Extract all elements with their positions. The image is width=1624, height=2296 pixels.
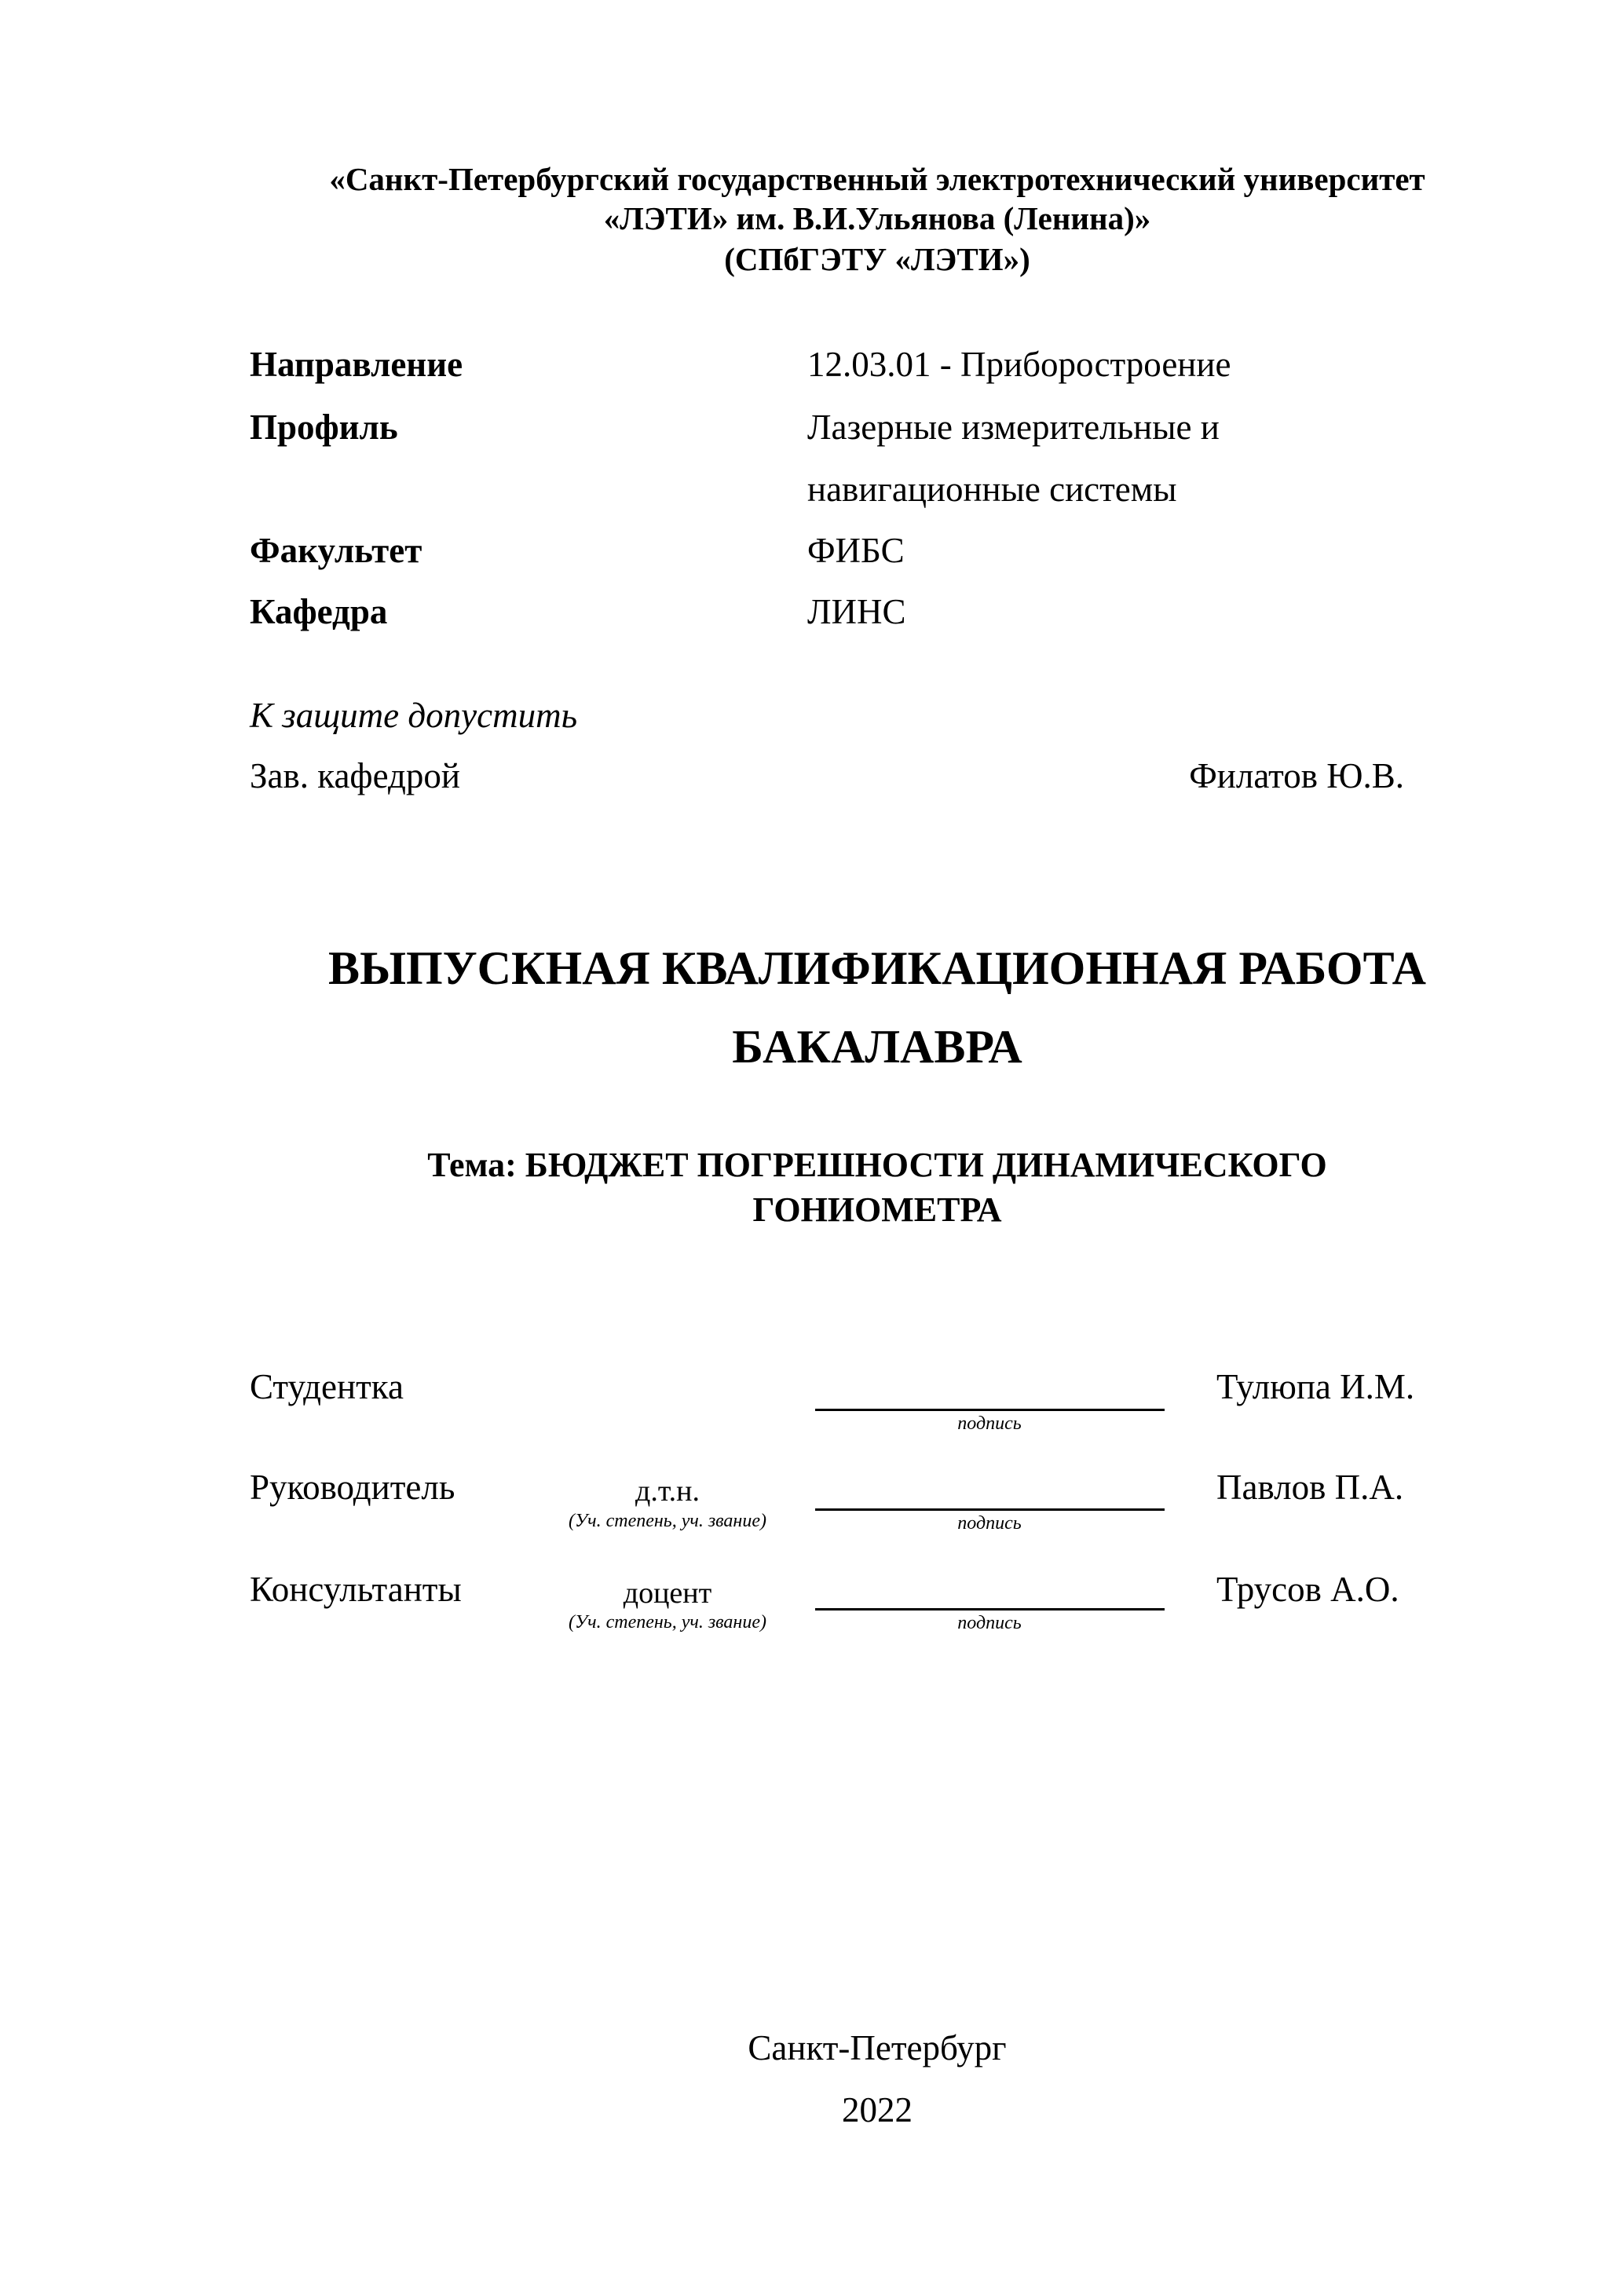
approval-note: К защите допустить: [250, 696, 578, 735]
theme-line-1: Тема: БЮДЖЕТ ПОГРЕШНОСТИ ДИНАМИЧЕСКОГО: [427, 1146, 1327, 1184]
theme-line-2: ГОНИОМЕТРА: [752, 1190, 1002, 1229]
degree-hint: (Уч. степень, уч. звание): [569, 1511, 766, 1531]
header-line-1: «Санкт-Петербургский государственный электротехнический университет: [329, 161, 1425, 197]
footer-year: 2022: [842, 2090, 913, 2130]
role-supervisor: Руководитель: [250, 1468, 455, 1507]
title-line-2: БАКАЛАВРА: [732, 1021, 1022, 1073]
header-line-3: (СПбГЭТУ «ЛЭТИ»): [724, 241, 1030, 277]
degree-consultant: доцент: [623, 1577, 712, 1610]
name-supervisor: Павлов П.А.: [1216, 1468, 1404, 1507]
role-student: Студентка: [250, 1367, 404, 1406]
value-faculty: ФИБС: [807, 531, 905, 570]
signature-line: [815, 1608, 1165, 1610]
signature-hint: подпись: [957, 1413, 1022, 1434]
signature-line: [815, 1409, 1165, 1411]
signature-line: [815, 1508, 1165, 1511]
degree-supervisor: д.т.н.: [635, 1475, 700, 1508]
degree-hint: (Уч. степень, уч. звание): [569, 1612, 766, 1632]
footer-city: Санкт-Петербург: [748, 2028, 1007, 2067]
name-consultant: Трусов А.О.: [1216, 1570, 1399, 1609]
role-consultants: Консультанты: [250, 1570, 462, 1609]
label-direction: Направление: [250, 345, 463, 384]
name-student: Тулюпа И.М.: [1216, 1367, 1415, 1406]
value-profile-line2: навигационные системы: [807, 470, 1177, 509]
signature-hint: подпись: [957, 1613, 1022, 1633]
label-department: Кафедра: [250, 592, 388, 631]
value-department: ЛИНС: [807, 592, 906, 631]
signature-hint: подпись: [957, 1513, 1022, 1534]
approval-role: Зав. кафедрой: [250, 756, 460, 795]
label-faculty: Факультет: [250, 531, 422, 570]
approval-name: Филатов Ю.В.: [1189, 756, 1404, 795]
value-direction: 12.03.01 - Приборостроение: [807, 345, 1231, 384]
header-line-2: «ЛЭТИ» им. В.И.Ульянова (Ленина)»: [603, 200, 1151, 236]
value-profile: Лазерные измерительные и: [807, 408, 1220, 447]
title-line-1: ВЫПУСКНАЯ КВАЛИФИКАЦИОННАЯ РАБОТА: [328, 942, 1426, 994]
label-profile: Профиль: [250, 408, 398, 447]
